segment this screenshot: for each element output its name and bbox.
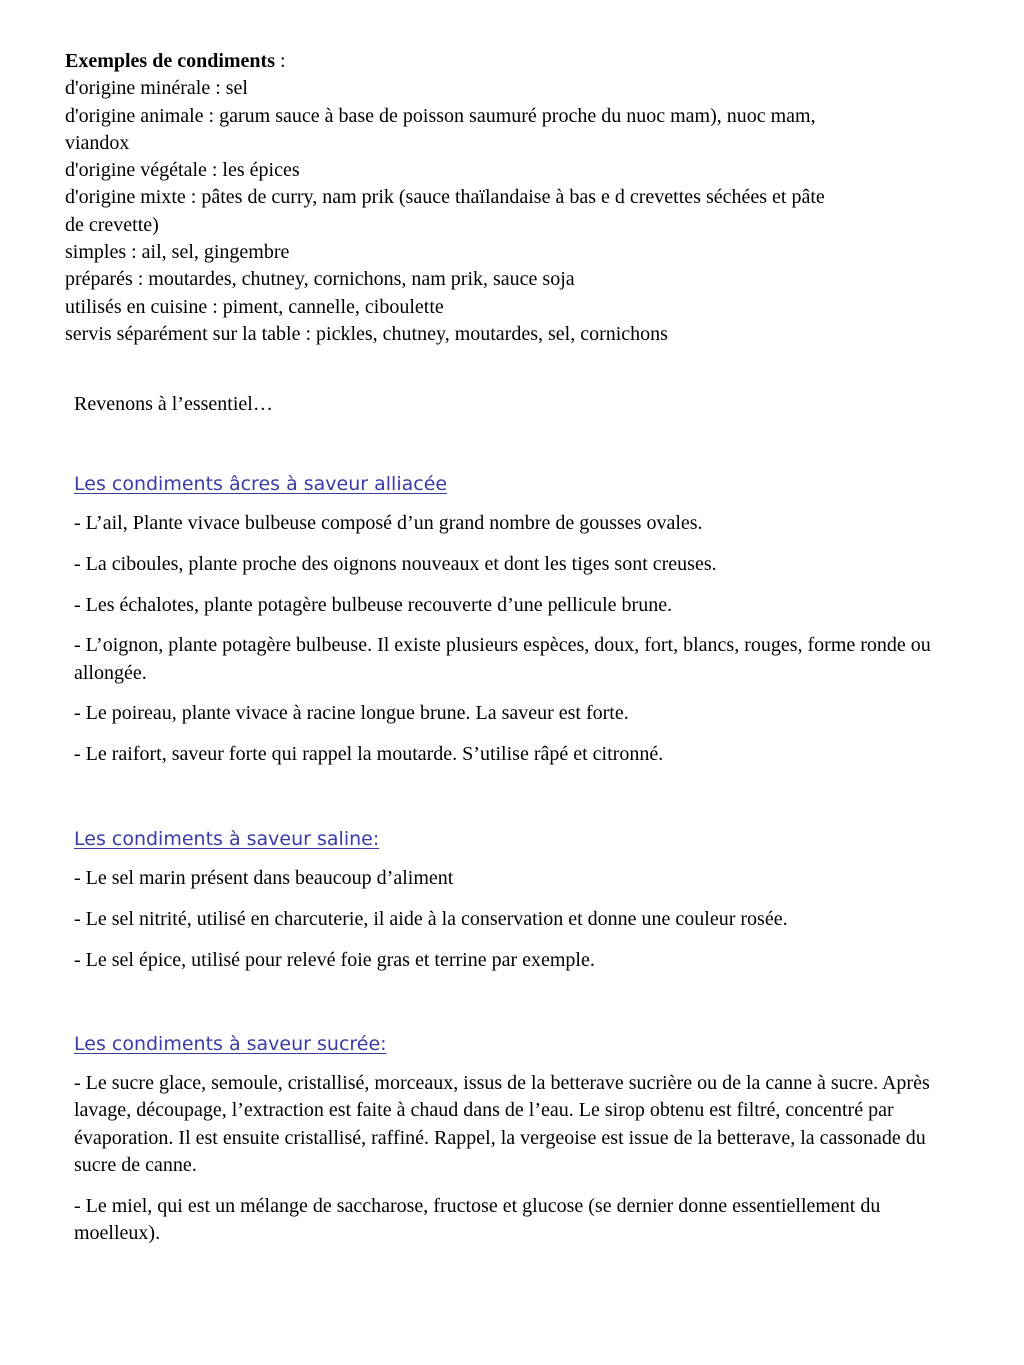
examples-line: utilisés en cuisine : piment, cannelle, ciboulette: [65, 295, 444, 318]
examples-line: de crevette): [65, 213, 159, 236]
section-sweet-condiments: [74, 1030, 944, 1261]
examples-line: préparés : moutardes, chutney, cornichons, nam prik, sauce soja: [65, 268, 575, 291]
examples-line: d'origine mixte : pâtes de curry, nam prik (sauce thaïlandaise à bas e d crevettes séchées et pâte: [65, 186, 825, 209]
examples-line: d'origine animale : garum sauce à base de poisson saumuré proche du nuoc mam), nuoc mam,: [65, 104, 816, 127]
section-saline-condiments: [74, 825, 944, 987]
examples-line: simples : ail, sel, gingembre: [65, 241, 290, 264]
condiment-examples-block: [65, 48, 945, 348]
examples-line: servis séparément sur la table : pickles, chutney, moutardes, sel, cornichons: [65, 322, 668, 345]
examples-line: d'origine minérale : sel: [65, 77, 248, 100]
intro-text: Revenons à l’essentiel…: [74, 393, 273, 415]
examples-line: viandox: [65, 131, 130, 154]
section-heading: Les condiments à saveur saline:: [74, 828, 380, 850]
section-heading: Les condiments âcres à saveur alliacée: [74, 473, 448, 495]
list-item: - La ciboules, plante proche des oignons nouveaux et dont les tiges sont creuses.: [74, 552, 717, 575]
list-item: - L’oignon, plante potagère bulbeuse. Il existe plusieurs espèces, doux, fort, blancs, rouges, forme ronde ou allongée.: [74, 634, 931, 684]
list-item: - Les échalotes, plante potagère bulbeuse recouverte d’une pellicule brune.: [74, 593, 673, 616]
list-item: - Le sucre glace, semoule, cristallisé, morceaux, issus de la betterave sucrière ou de la canne à sucre. Après lavage, découpage, l’extraction est faite à chaud dans de l’eau. Le sirop obtenu est filtré, concentré par évaporation. Il est ensuite cristallisé, raffiné. Rappel, la vergeoise est issue de la betterave, la cassonade du sucre de canne.: [74, 1072, 930, 1176]
examples-line: d'origine végétale : les épices: [65, 159, 300, 182]
list-item: - Le sel marin présent dans beaucoup d’aliment: [74, 867, 454, 889]
examples-title-suffix: :: [275, 50, 286, 72]
list-item: - Le sel nitrité, utilisé en charcuterie, il aide à la conservation et donne une couleur rosée.: [74, 907, 788, 930]
list-item: - L’ail, Plante vivace bulbeuse composé d’un grand nombre de gousses ovales.: [74, 512, 703, 534]
examples-title: Exemples de condiments: [65, 50, 275, 72]
list-item: - Le raifort, saveur forte qui rappel la moutarde. S’utilise râpé et citronné.: [74, 743, 664, 766]
list-item: - Le sel épice, utilisé pour relevé foie gras et terrine par exemple.: [74, 948, 595, 971]
examples-title-line: [65, 48, 945, 75]
list-item: - Le poireau, plante vivace à racine longue brune. La saveur est forte.: [74, 702, 629, 725]
section-acrid-condiments: [74, 470, 944, 782]
list-item: - Le miel, qui est un mélange de saccharose, fructose et glucose (se dernier donne essentiellement du moelleux).: [74, 1194, 881, 1244]
section-heading: Les condiments à saveur sucrée:: [74, 1033, 387, 1055]
